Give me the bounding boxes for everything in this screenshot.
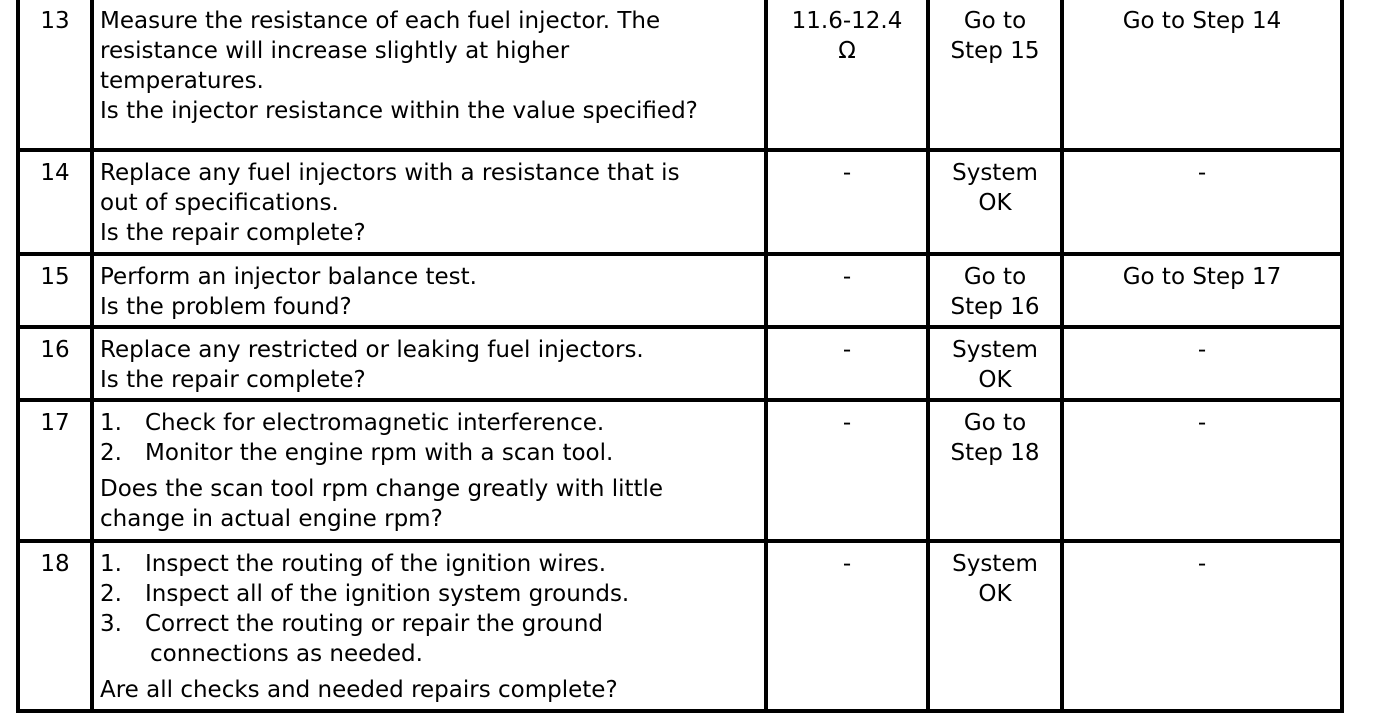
list-item-number: 2. <box>100 440 122 466</box>
action-line: resistance will increase slightly at higher <box>100 38 570 64</box>
yes-line: OK <box>978 367 1012 393</box>
yes-line: OK <box>978 581 1012 607</box>
value-cell <box>766 400 928 541</box>
value-cell <box>766 0 928 150</box>
yes-line: OK <box>978 190 1012 216</box>
step-number: 13 <box>18 0 92 150</box>
value-cell <box>766 254 928 327</box>
action-cell <box>92 150 766 254</box>
list-item-text: Inspect all of the ignition system grounds. <box>145 581 630 607</box>
value-line: 11.6-12.4 <box>791 8 903 34</box>
table-row <box>18 400 1342 541</box>
no-cell: - <box>1062 150 1342 254</box>
yes-line: Go to <box>963 8 1027 34</box>
list-item <box>100 408 758 438</box>
action-line: Replace any fuel injectors with a resistance that is <box>100 160 680 186</box>
list-item-text: Check for electromagnetic interference. <box>145 410 605 436</box>
yes-line: System <box>952 160 1038 186</box>
question-line: Are all checks and needed repairs complete? <box>100 677 618 703</box>
action-line: Perform an injector balance test. <box>100 264 477 290</box>
action-line: temperatures. <box>100 68 264 94</box>
table-row <box>18 327 1342 400</box>
list-item-text: Correct the routing or repair the ground <box>145 611 604 637</box>
table-row <box>18 0 1342 150</box>
value-line: - <box>842 160 852 186</box>
action-line: Replace any restricted or leaking fuel injectors. <box>100 337 644 363</box>
yes-line: Step 16 <box>950 294 1040 320</box>
list-item-number: 1. <box>100 410 122 436</box>
no-cell: - <box>1062 327 1342 400</box>
list-item-text: Inspect the routing of the ignition wires. <box>145 551 607 577</box>
yes-line: Step 18 <box>950 440 1040 466</box>
value-line: - <box>842 551 852 577</box>
value-cell <box>766 150 928 254</box>
no-cell: - <box>1062 541 1342 711</box>
no-cell: - <box>1062 400 1342 541</box>
question-line: Is the problem found? <box>100 294 352 320</box>
yes-cell <box>928 150 1062 254</box>
question-line: Does the scan tool rpm change greatly with little <box>100 476 664 502</box>
list-item <box>100 609 758 639</box>
step-number: 14 <box>18 150 92 254</box>
action-cell <box>92 541 766 711</box>
list-item <box>100 579 758 609</box>
list-item <box>100 549 758 579</box>
question-line: Is the repair complete? <box>100 367 366 393</box>
yes-cell <box>928 327 1062 400</box>
step-number: 16 <box>18 327 92 400</box>
step-number: 17 <box>18 400 92 541</box>
yes-cell <box>928 400 1062 541</box>
yes-cell <box>928 254 1062 327</box>
list-item-number: 3. <box>100 611 122 637</box>
list-item <box>100 438 758 468</box>
question-line: Is the repair complete? <box>100 220 366 246</box>
list-item-number: 1. <box>100 551 122 577</box>
action-cell <box>92 0 766 150</box>
question-line: Is the injector resistance within the value specified? <box>100 98 698 124</box>
yes-line: Go to <box>963 264 1027 290</box>
value-cell <box>766 327 928 400</box>
yes-line: System <box>952 551 1038 577</box>
action-line: Measure the resistance of each fuel injector. The <box>100 8 661 34</box>
yes-line: Go to <box>963 410 1027 436</box>
no-cell: Go to Step 14 <box>1062 0 1342 150</box>
yes-cell <box>928 541 1062 711</box>
step-number: 15 <box>18 254 92 327</box>
action-cell <box>92 400 766 541</box>
yes-cell <box>928 0 1062 150</box>
yes-line: Step 15 <box>950 38 1040 64</box>
question-line: change in actual engine rpm? <box>100 506 443 532</box>
table-row <box>18 254 1342 327</box>
list-item-number: 2. <box>100 581 122 607</box>
yes-line: System <box>952 337 1038 363</box>
list-item-text: Monitor the engine rpm with a scan tool. <box>145 440 614 466</box>
table-row <box>18 150 1342 254</box>
value-line: - <box>842 337 852 363</box>
table-row <box>18 541 1342 711</box>
value-line: - <box>842 410 852 436</box>
action-cell <box>92 254 766 327</box>
no-cell: Go to Step 17 <box>1062 254 1342 327</box>
value-line: Ω <box>838 38 856 64</box>
action-line: out of specifications. <box>100 190 339 216</box>
action-cell <box>92 327 766 400</box>
step-number: 18 <box>18 541 92 711</box>
value-line: - <box>842 264 852 290</box>
diagnostic-table <box>16 0 1344 713</box>
diagnostic-table-container <box>16 0 1340 711</box>
list-item-continuation: connections as needed. <box>150 641 423 667</box>
value-cell <box>766 541 928 711</box>
